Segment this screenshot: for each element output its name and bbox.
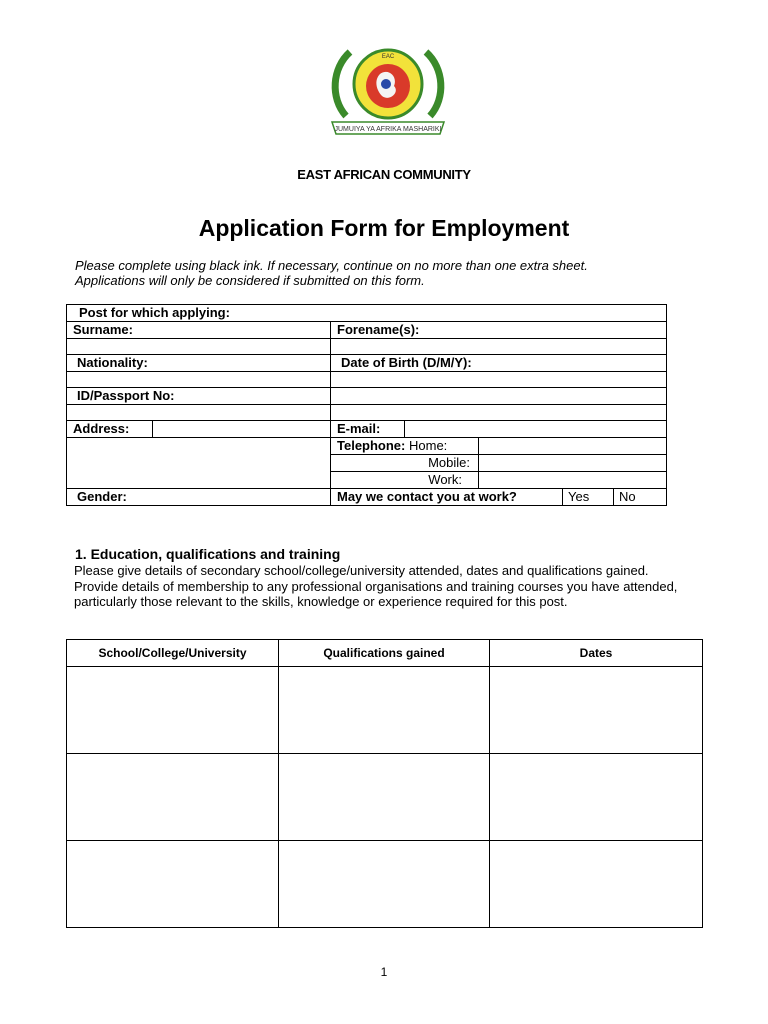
table-header-row [67, 640, 703, 667]
dates-cell[interactable] [490, 841, 703, 928]
nationality-field[interactable] [67, 372, 331, 388]
svg-text:EAC: EAC [381, 54, 395, 60]
qualifications-cell[interactable] [279, 754, 490, 841]
table-row [67, 754, 703, 841]
forenames-field[interactable] [331, 339, 667, 355]
email-label: E-mail: [331, 421, 405, 438]
eac-logo [328, 38, 448, 138]
column-header: School/College/University [67, 640, 279, 667]
mobile-label: Mobile: [331, 455, 479, 472]
forenames-label: Forename(s): [331, 322, 667, 339]
post-label: Post for which applying: [67, 305, 667, 322]
id-passport-label: ID/Passport No: [67, 388, 331, 405]
instruction-line: Applications will only be considered if submitted on this form. [75, 273, 425, 288]
table-row [67, 667, 703, 754]
no-option[interactable]: No [614, 489, 667, 506]
school-cell[interactable] [67, 841, 279, 928]
qualifications-cell[interactable] [279, 841, 490, 928]
dates-cell[interactable] [490, 754, 703, 841]
section-heading: 1. Education, qualifications and training [75, 546, 341, 562]
table-row [67, 841, 703, 928]
telephone-home-cell [331, 438, 479, 455]
id-passport-aside-blank [331, 405, 667, 421]
email-field[interactable] [405, 421, 667, 438]
dates-cell[interactable] [490, 667, 703, 754]
school-cell[interactable] [67, 667, 279, 754]
id-passport-aside [331, 388, 667, 405]
organization-name: EAST AFRICAN COMMUNITY [297, 167, 471, 182]
address-label: Address: [67, 421, 153, 438]
yes-option[interactable]: Yes [563, 489, 614, 506]
column-header: Qualifications gained [279, 640, 490, 667]
contact-at-work-label: May we contact you at work? [331, 489, 563, 506]
home-phone-field[interactable] [479, 438, 667, 455]
telephone-label: Telephone: [337, 438, 406, 453]
qualifications-cell[interactable] [279, 667, 490, 754]
address-field[interactable] [153, 421, 331, 438]
surname-label: Surname: [67, 322, 331, 339]
surname-field[interactable] [67, 339, 331, 355]
work-label: Work: [331, 472, 479, 489]
page-number: 1 [380, 965, 388, 979]
school-cell[interactable] [67, 754, 279, 841]
section-description: Please give details of secondary school/college/university attended, dates and qualifications gained. Provide details of membership to any professional organisations and training courses you have attended, particularly those relevant to the skills, knowledge or experience required for this post. [74, 563, 678, 609]
nationality-label: Nationality: [67, 355, 331, 372]
instructions [75, 258, 588, 288]
work-phone-field[interactable] [479, 472, 667, 489]
page-title: Application Form for Employment [198, 215, 570, 241]
column-header: Dates [490, 640, 703, 667]
education-table [66, 639, 703, 928]
address-field-continued[interactable] [67, 438, 331, 489]
applicant-details-table [66, 304, 667, 506]
instruction-line: Please complete using black ink. If necessary, continue on no more than one extra sheet. [75, 258, 588, 273]
mobile-phone-field[interactable] [479, 455, 667, 472]
svg-text:JUMUIYA YA AFRIKA MASHARIKI: JUMUIYA YA AFRIKA MASHARIKI [334, 126, 442, 133]
dob-label: Date of Birth (D/M/Y): [331, 355, 667, 372]
dob-field[interactable] [331, 372, 667, 388]
home-label: Home: [409, 438, 448, 453]
id-passport-field[interactable] [67, 405, 331, 421]
gender-label: Gender: [67, 489, 331, 506]
